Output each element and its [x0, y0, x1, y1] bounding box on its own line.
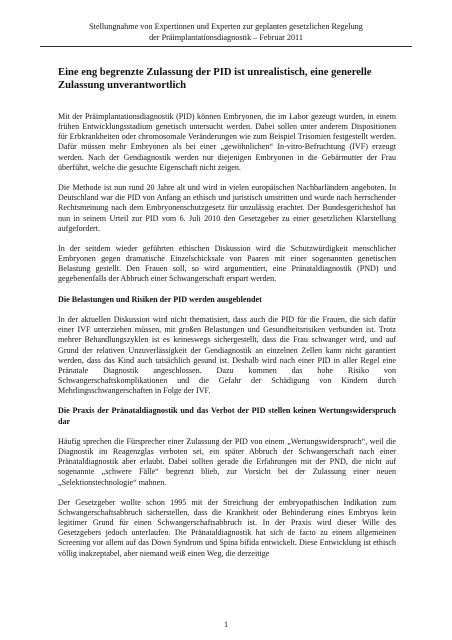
section-heading-risks: Die Belastungen und Risiken der PID werden ausgeblendet: [58, 294, 262, 304]
document-title: Eine eng begrenzte Zulassung der PID ist unrealistisch, eine generelle Zulassung unverantwortlich: [58, 67, 372, 92]
paragraph-value-contradiction: Häufig sprechen die Fürsprecher einer Zulassung der PID von einem „Wertungswiderspruch“, weil die Diagnostik im Reagenzglas verboten sei, ein später Abbruch der Schwangerschaft nach einer Pränataldiagnostik aber erlaubt. Dabei sollten gerade die Erfahrungen mit der PND, die nicht auf sogenannte „schwere Fälle“ begrenzt blieb, zur Vorsicht bei der Zulassung einer neuen „Selektionstechnologie“ mahnen.: [58, 436, 396, 487]
header-divider: [40, 46, 412, 47]
paragraph-ethical-discussion: In der seitdem wieder geführten ethischen Diskussion wird die Schutzwürdigkeit menschlicher Embryonen gegen dramatische Einzelschicksale von Paaren mit einer sogenannten genetischen Belastung gestellt. Den Frauen soll, so wird argumentiert, eine Pränataldiagnostik (PND) und gegebenenfalls der Abbruch einer Schwangerschaft erspart werden.: [58, 244, 396, 284]
page-number: 1: [223, 620, 229, 629]
document-body: [58, 112, 396, 569]
running-header: [40, 22, 412, 43]
paragraph-legislator: Der Gesetzgeber wollte schon 1995 mit der Streichung der embryopathischen Indikation zum Schwangerschaftsabbruch sicherstellen, dass die Krankheit oder Behinderung eines Embryos kein legitimer Grund für einen Schwangerschaftsabbruch ist. In der Praxis wird dieser Wille des Gesetzgebers jedoch unterlaufen. Die Pränataldiagnostik hat sich de facto zu einem allgemeinen Screening vor allem auf das Down Syndrom und Spina bifida entwickelt. Diese Entwicklung ist ethisch völlig inakzeptabel, aber niemand weiß einen Weg, die derzeitige: [58, 497, 396, 558]
paragraph-risks: In der aktuellen Diskussion wird nicht thematisiert, dass auch die PID für die Frauen, die sich dafür einer IVF unterziehen müssen, mit großen Belastungen und Gesundheitsrisiken verbunden ist. Trotz mehrer Behandlungszyklen ist es keineswegs sichergestellt, dass die Frau schwanger wird, und auf Grund der relativen Unzuverlässigkeit der Gendiagnostik an einzelnen Zellen kann nicht garantiert werden, dass das Kind auch tatsächlich gesund ist. Deshalb wird nach einer PID in aller Regel eine Pränatale Diagnostik angeschlossen. Dazu kommen das hohe Risiko von Schwangerschaftskomplikationen und die Gefahr der Schädigung von Kindern durch Mehrlingsschwangerschaften in Folge der IVF.: [58, 315, 396, 396]
paragraph-pid-definition: Mit der Präimplantationsdiagnostik (PID) können Embryonen, die im Labor gezeugt wurden, in einem frühen Entwicklungsstadium genetisch untersucht werden. Dabei sollen unter anderem Dispositionen für Erbkrankheiten oder chromosomale Veränderungen wie zum Beispiel Trisomien festgestellt werden. Dafür müssen mehr Embryonen als bei einer „gewöhnlichen“ In-vitro-Befruchtung (IVF) erzeugt werden. Nach der Gendiagnostik werden nur diejenigen Embryonen in die Gebärmutter der Frau überführt, welche die gesuchte Eigenschaft nicht zeigen.: [58, 112, 396, 172]
header-line-1: Stellungnahme von Expertinnen und Experten zur geplanten gesetzlichen Regelung: [89, 22, 363, 31]
paragraph-method-history: Die Methode ist nun rund 20 Jahre alt und wird in vielen europäischen Nachbarländern angeboten. In Deutschland war die PID von Anfang an ethisch und juristisch umstritten und wurde nach herrschender Rechtsmeinung nach dem Embryonenschutzgesetz für unzulässig erachtet. Der Bundesgerichtshof hat nun in seinem Urteil zur PID vom 6. Juli 2010 den Gesetzgeber zu einer gesetzlichen Klarstellung aufgefordert.: [58, 183, 396, 233]
header-line-2: der Präimplantationsdiagnostik – Februar 2011: [149, 32, 303, 42]
section-heading-prenatal-diagnostics: Die Praxis der Pränataldiagnostik und das Verbot der PID stellen keinen Wertungswiderspruch dar: [58, 406, 396, 426]
